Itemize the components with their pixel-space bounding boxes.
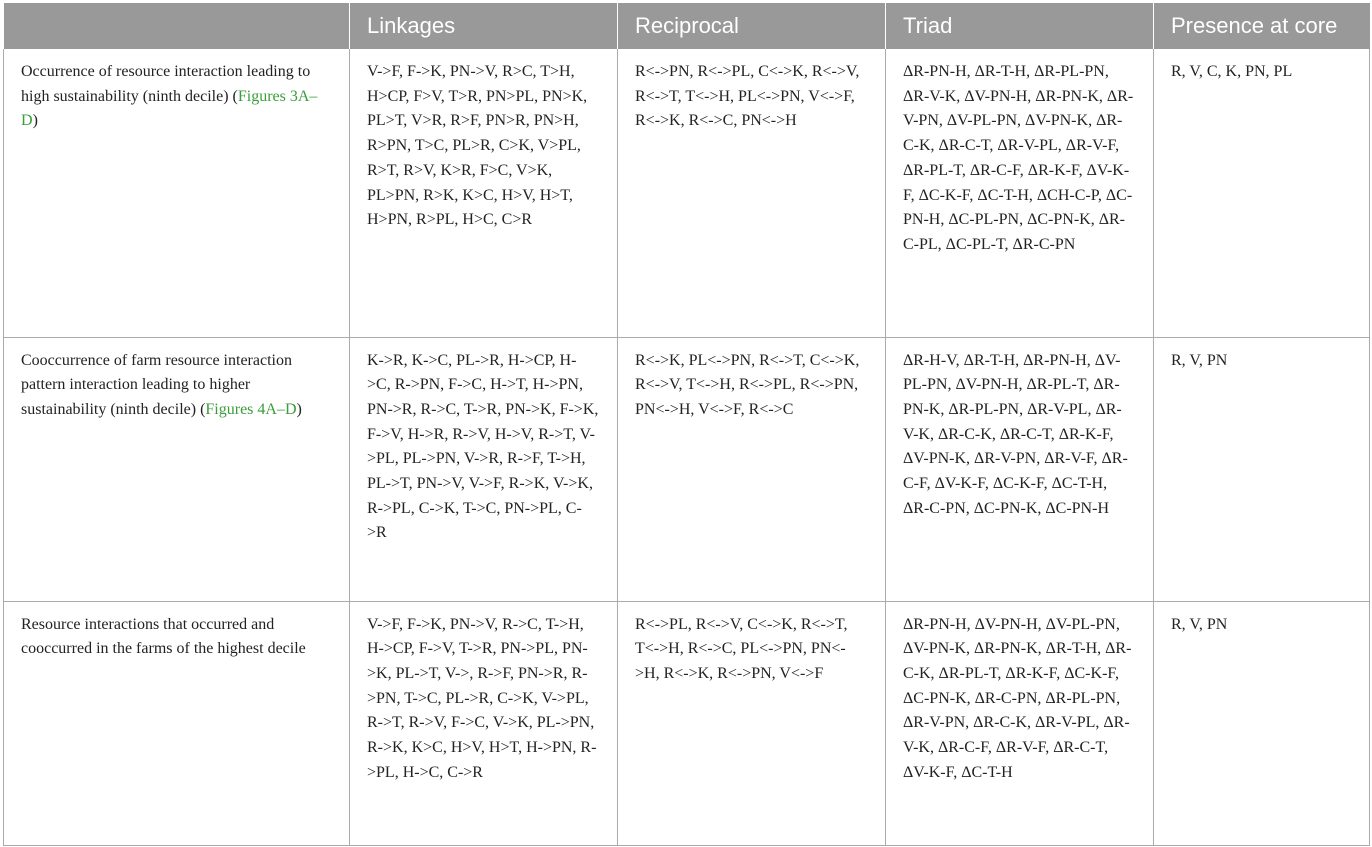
triad-cell: ΔR-PN-H, ΔR-T-H, ΔR-PL-PN, ΔR-V-K, ΔV-PN-H, ΔR-PN-K, ΔR-V-PN, ΔV-PL-PN, ΔV-PN-K, ΔR-C-K, ΔR-C-T, ΔR-V-PL, ΔR-V-F, ΔR-PL-T, ΔR-C-F, ΔR-K-F, ΔV-K-F, ΔC-K-F, ΔC-T-H, ΔCH-C-P, ΔC-PN-H, ΔC-PL-PN, ΔC-PN-K, ΔR-C-PL, ΔC-PL-T, ΔR-C-PN — [886, 49, 1154, 337]
core-cell: R, V, C, K, PN, PL — [1154, 49, 1370, 337]
table-header — [4, 3, 1370, 49]
core-cell: R, V, PN — [1154, 337, 1370, 601]
row-description — [4, 337, 350, 601]
description-text: Cooccurrence of farm resource interaction pattern interaction leading to higher sustainability (ninth decile) — [21, 351, 292, 418]
linkages-cell: V->F, F->K, PN->V, R>C, T>H, H>CP, F>V, T>R, PN>PL, PN>K, PL>T, V>R, R>F, PN>R, PN>H, R>PN, T>C, PL>R, C>K, V>PL, R>T, R>V, K>R, F>C, V>K, PL>PN, R>K, K>C, H>V, H>T, H>PN, R>PL, H>C, C>R — [350, 49, 618, 337]
figure-link[interactable]: Figures 3A–D — [21, 87, 318, 130]
header-empty — [4, 3, 350, 49]
paren-close: ) — [32, 112, 38, 130]
row-description — [4, 49, 350, 337]
triad-cell: ΔR-H-V, ΔR-T-H, ΔR-PN-H, ΔV-PL-PN, ΔV-PN-H, ΔR-PL-T, ΔR-PN-K, ΔR-PL-PN, ΔR-V-PL, ΔR-V-K, ΔR-C-K, ΔR-C-T, ΔR-K-F, ΔV-PN-K, ΔR-V-PN, ΔR-V-F, ΔR-C-F, ΔV-K-F, ΔC-K-F, ΔC-T-H, ΔR-C-PN, ΔC-PN-K, ΔC-PN-H — [886, 337, 1154, 601]
reciprocal-cell: R<->PL, R<->V, C<->K, R<->T, T<->H, R<->C, PL<->PN, PN<->H, R<->K, R<->PN, V<->F — [618, 601, 886, 845]
core-cell: R, V, PN — [1154, 601, 1370, 845]
table-row — [4, 601, 1370, 845]
header-triad: Triad — [886, 3, 1154, 49]
description-text: Resource interactions that occurred and cooccurred in the farms of the highest decile — [21, 615, 306, 658]
results-table — [3, 3, 1370, 846]
paren-open: ( — [200, 400, 206, 418]
paren-open: ( — [232, 87, 238, 105]
triad-cell: ΔR-PN-H, ΔV-PN-H, ΔV-PL-PN, ΔV-PN-K, ΔR-PN-K, ΔR-T-H, ΔR-C-K, ΔR-PL-T, ΔR-K-F, ΔC-K-F, ΔC-PN-K, ΔR-C-PN, ΔR-PL-PN, ΔR-V-PN, ΔR-C-K, ΔR-V-PL, ΔR-V-K, ΔR-C-F, ΔR-V-F, ΔR-C-T, ΔV-K-F, ΔC-T-H — [886, 601, 1154, 845]
linkages-cell: V->F, F->K, PN->V, R->C, T->H, H->CP, F->V, T->R, PN->PL, PN->K, PL->T, V->, R->F, PN->R, R->PN, T->C, PL->R, C->K, V->PL, R->T, R->V, F->C, V->K, PL->PN, R->K, K>C, H>V, H>T, H->PN, R->PL, H->C, C->R — [350, 601, 618, 845]
header-presence-at-core: Presence at core — [1154, 3, 1370, 49]
header-row — [4, 3, 1370, 49]
description-text: Occurrence of resource interaction leading to high sustainability (ninth decile) — [21, 63, 311, 105]
linkages-cell: K->R, K->C, PL->R, H->CP, H->C, R->PN, F->C, H->T, H->PN, PN->R, R->C, T->R, PN->K, F->K, F->V, H->R, R->V, H->V, R->T, V->PL, PL->PN, V->R, R->F, T->H, PL->T, PN->V, V->F, R->K, V->K, R->PL, C->K, T->C, PN->PL, C->R — [350, 337, 618, 601]
table-row — [4, 337, 1370, 601]
paren-close: ) — [296, 400, 302, 418]
header-linkages: Linkages — [350, 3, 618, 49]
row-description — [4, 601, 350, 845]
figure-link[interactable]: Figures 4A–D — [205, 400, 297, 418]
table-body — [4, 49, 1370, 845]
reciprocal-cell: R<->PN, R<->PL, C<->K, R<->V, R<->T, T<->H, PL<->PN, V<->F, R<->K, R<->C, PN<->H — [618, 49, 886, 337]
reciprocal-cell: R<->K, PL<->PN, R<->T, C<->K, R<->V, T<->H, R<->PL, R<->PN, PN<->H, V<->F, R<->C — [618, 337, 886, 601]
header-reciprocal: Reciprocal — [618, 3, 886, 49]
table-row — [4, 49, 1370, 337]
